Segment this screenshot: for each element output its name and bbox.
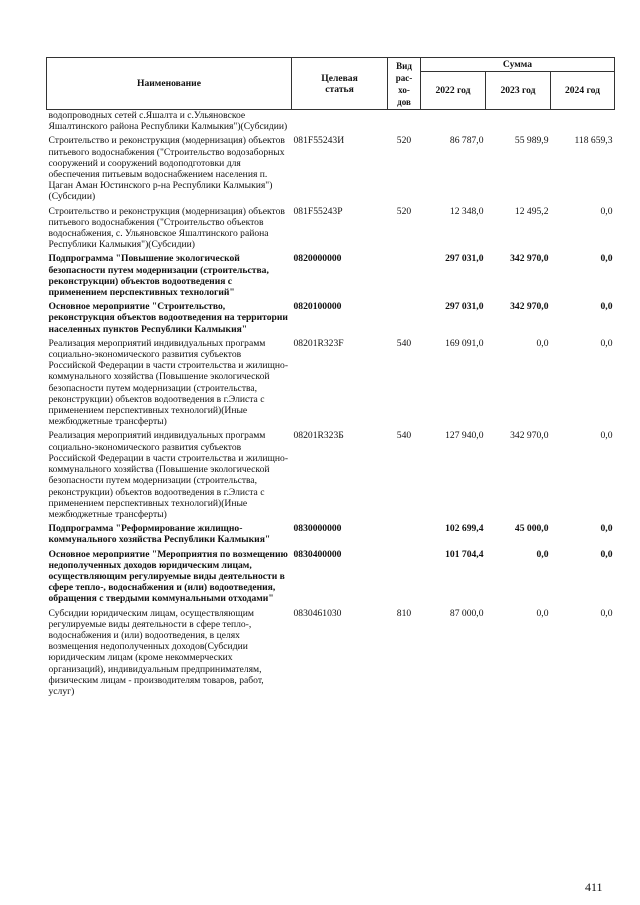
table-row xyxy=(47,135,615,205)
row-2022: 297 031,0 xyxy=(445,253,484,265)
row-2022: 169 091,0 xyxy=(445,337,484,349)
row-2023: 342 970,0 xyxy=(510,253,549,265)
row-name: Подпрограмма "Повышение экологической безопасности путем модернизации (строительства, реконструкции) объектов водоотведения с применением перспективных технологий" xyxy=(48,253,269,299)
header-name: Наименование xyxy=(47,58,292,110)
row-2023: 55 989,9 xyxy=(514,135,549,147)
header-code xyxy=(292,58,388,110)
row-2023 xyxy=(486,110,551,136)
row-kind: 810 xyxy=(396,607,412,619)
row-code: 0830461030 xyxy=(293,607,342,619)
header-year-2023: 2023 год xyxy=(486,72,551,110)
row-kind xyxy=(388,523,421,548)
header-code-line1: Целевая xyxy=(321,72,358,84)
row-2023: 342 970,0 xyxy=(510,430,549,442)
row-2022: 87 000,0 xyxy=(449,607,484,619)
page-number: 411 xyxy=(585,880,603,894)
header-sum: Сумма xyxy=(421,58,615,72)
table-row xyxy=(47,301,615,338)
row-name: Основное мероприятие "Строительство, реконструкция объектов водоотведения на территории населенных пунктов Республики Калмыкия" xyxy=(48,301,288,335)
table-row xyxy=(47,110,615,136)
table-row xyxy=(47,206,615,254)
row-2023: 0,0 xyxy=(536,548,549,560)
row-2022: 86 787,0 xyxy=(449,135,484,147)
row-2024: 0,0 xyxy=(600,523,613,535)
row-kind: 520 xyxy=(396,205,412,217)
header-year-2022: 2022 год xyxy=(421,72,486,110)
row-code: 08201R323Б xyxy=(293,430,344,442)
header-kind xyxy=(388,58,421,110)
table-row xyxy=(47,549,615,608)
header-kind-line: хо- xyxy=(398,84,410,95)
row-2022: 297 031,0 xyxy=(445,301,484,313)
row-2023: 342 970,0 xyxy=(510,301,549,313)
row-2024: 0,0 xyxy=(600,253,613,265)
row-kind: 540 xyxy=(396,337,412,349)
row-name: Подпрограмма "Реформирование жилищно-коммунального хозяйства Республики Калмыкия" xyxy=(48,523,271,546)
table-body xyxy=(47,110,615,701)
row-2024: 118 659,3 xyxy=(574,135,613,147)
row-kind xyxy=(388,549,421,608)
header-code-line2: статья xyxy=(325,83,354,95)
header-kind-line: Вид xyxy=(396,60,412,71)
row-code: 0820000000 xyxy=(293,253,342,265)
row-name: Реализация мероприятий индивидуальных программ социально-экономического развития субъектов Российской Федерации в части строительства и жилищно-коммунального хозяйства (Повышение экологической безопасности путем модернизации (строительства, реконструкции) объектов водоотведения в г.Элиста с применением перспективных технологий)(Иные межбюджетные трансферты) xyxy=(48,430,289,520)
row-kind xyxy=(388,253,421,301)
row-kind: 520 xyxy=(396,135,412,147)
table-header xyxy=(47,58,615,110)
row-code: 08201R323F xyxy=(293,337,344,349)
row-code: 0830400000 xyxy=(293,548,342,560)
header-year-2024: 2024 год xyxy=(551,72,615,110)
row-2024: 0,0 xyxy=(600,205,613,217)
row-name: Реализация мероприятий индивидуальных программ социально-экономического развития субъектов Российской Федерации в части строительства и жилищно-коммунального хозяйства (Повышение экологической безопасности путем модернизации (строительства, реконструкции) объектов водоотведения в г.Элиста с применением перспективных технологий)(Иные межбюджетные трансферты) xyxy=(48,337,289,428)
row-kind: 540 xyxy=(396,430,412,442)
row-2022: 102 699,4 xyxy=(445,523,484,535)
row-name: Субсидии юридическим лицам, осуществляющим регулируемые виды деятельности в сфере тепло-, водоснабжения и (или) водоотведения, в целях возмещения недополученных доходов(Субсидии юридическим лицам (кроме некоммерческих организаций), индивидуальным предпринимателям, физическим лицам - производителям товаров, работ, услуг) xyxy=(48,607,264,697)
row-2022 xyxy=(421,110,486,136)
header-kind-line: рас- xyxy=(395,72,413,83)
row-2024: 0,0 xyxy=(600,607,613,619)
row-2022: 127 940,0 xyxy=(445,430,484,442)
row-kind xyxy=(388,301,421,338)
row-code: 081F55243Р xyxy=(293,205,343,217)
row-2023: 12 495,2 xyxy=(514,205,549,217)
table-row xyxy=(47,608,615,701)
table-row xyxy=(47,253,615,301)
row-name: Основное мероприятие "Мероприятия по возмещению недополученных доходов юридическим лицам, осуществляющим регулируемые виды деятельности в сфере тепло-, водоснабжения и (или) водоотведения, обращения с твердыми коммунальными отходами" xyxy=(48,548,288,605)
row-code: 0820100000 xyxy=(293,301,342,313)
row-2024 xyxy=(551,110,615,136)
row-code: 081F55243И xyxy=(293,135,345,147)
row-name: Строительство и реконструкция (модернизация) объектов питьевого водоснабжения ("Строительство объектов водоснабжения, с. Ульяновское Яшалтинского района Республики Калмыкия")(Субсидии) xyxy=(48,205,285,251)
row-2022: 101 704,4 xyxy=(445,548,484,560)
row-code xyxy=(292,110,388,136)
table-row xyxy=(47,523,615,548)
row-code: 0830000000 xyxy=(293,523,342,535)
row-kind xyxy=(388,110,421,136)
row-2024: 0,0 xyxy=(600,337,613,349)
row-2022: 12 348,0 xyxy=(449,205,484,217)
row-2023: 0,0 xyxy=(536,337,549,349)
row-2024: 0,0 xyxy=(600,548,613,560)
table-row xyxy=(47,430,615,523)
row-2024: 0,0 xyxy=(600,301,613,313)
row-2023: 0,0 xyxy=(536,607,549,619)
row-2023: 45 000,0 xyxy=(514,523,549,535)
table-row xyxy=(47,338,615,431)
row-name: Строительство и реконструкция (модернизация) объектов питьевого водоснабжения ("Строительство водозаборных сооружений и сооружений водоподготовки для обеспечения питьевым водоснабжением населения п. Цаган Аман Юстинского р-на Республики Калмыкия")(Субсидии) xyxy=(48,135,285,203)
header-kind-line: дов xyxy=(397,96,411,107)
row-2024: 0,0 xyxy=(600,430,613,442)
row-name: водопроводных сетей с.Яшалта и с.Ульяновское Яшалтинского района Республики Калмыкия")(Субсидии) xyxy=(48,110,288,133)
budget-table xyxy=(46,57,615,700)
